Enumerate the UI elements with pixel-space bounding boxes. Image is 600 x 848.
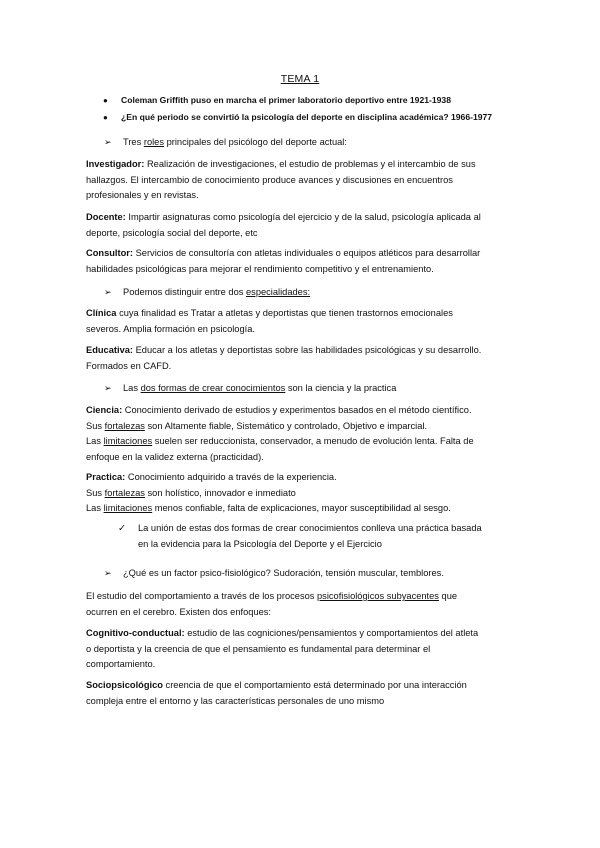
limitaciones-link: limitaciones	[103, 503, 153, 513]
text: creencia de que el comportamiento está determinado por una interacción	[162, 680, 467, 690]
union-note	[118, 521, 518, 552]
bullet-icon: ●	[103, 96, 108, 105]
text: Educar a los atletas y deportistas sobre las habilidades psicológicas y su desarrollo.	[133, 345, 482, 355]
text: Tres	[123, 137, 144, 147]
text: menos confiable, falta de explicaciones, mayor susceptibilidad al sesgo.	[152, 503, 451, 513]
text: comportamiento.	[86, 659, 156, 669]
term-cognitivo: Cognitivo-conductual:	[86, 628, 185, 638]
text: en la evidencia para la Psicología del Deporte y el Ejercicio	[138, 538, 382, 549]
paragraph-sociopsicologico	[86, 678, 526, 709]
text: Formados en CAFD.	[86, 360, 172, 371]
text: profesionales y en revistas.	[86, 190, 199, 200]
paragraph-consultor	[86, 246, 526, 277]
fortalezas-link: fortalezas	[104, 487, 145, 498]
psico-question	[104, 566, 444, 582]
bullet-list	[103, 95, 543, 129]
text: Las	[123, 383, 141, 393]
text: estudio de las cogniciones/pensamientos y comportamientos del atleta	[184, 628, 479, 638]
text: suelen ser reduccionista, conservador, a menudo de evolución lenta. Falta de	[152, 436, 474, 446]
text: Podemos distinguir entre dos	[123, 287, 246, 297]
arrow-icon: ➢	[104, 383, 112, 393]
text: que	[438, 591, 458, 601]
term-sociopsicologico: Sociopsicológico	[86, 680, 163, 690]
text: Realización de investigaciones, el estudio de problemas y el intercambio de sus	[144, 159, 476, 169]
paragraph-practica	[86, 470, 526, 517]
paragraph-investigador	[86, 157, 526, 204]
text: Conocimiento adquirido a través de la experiencia.	[125, 472, 337, 482]
list-item	[103, 112, 543, 129]
psicofisiologicos-link: psicofisiológicos subyacentes	[317, 591, 439, 601]
text: ¿Qué es un factor psico-fisiológico? Sudoración, tensión muscular, temblores.	[123, 568, 444, 578]
formas-intro	[104, 381, 396, 397]
text: Conocimiento derivado de estudios y experimentos basados en el método científico.	[122, 405, 472, 415]
text: son holístico, innovador e inmediato	[144, 487, 296, 498]
especialidades-link: especialidades:	[246, 287, 311, 297]
text: cuya finalidad es Tratar a atletas y deportistas que tienen trastornos emocionales	[116, 308, 453, 318]
arrow-icon: ➢	[104, 287, 112, 297]
term-educativa: Educativa:	[86, 345, 134, 355]
text: Sus	[86, 487, 105, 498]
text: habilidades psicológicas para mejorar el rendimiento competitivo y el entrenamiento.	[86, 263, 434, 274]
arrow-icon: ➢	[104, 137, 112, 147]
text: son la ciencia y la practica	[285, 383, 397, 393]
text: Impartir asignaturas como psicología del ejercicio y de la salud, psicología aplicada al	[125, 212, 481, 222]
term-practica: Practica:	[86, 472, 126, 482]
text: severos. Amplia formación en psicología.	[86, 323, 255, 334]
limitaciones-link: limitaciones	[103, 436, 153, 446]
fortalezas-link: fortalezas	[104, 420, 145, 431]
paragraph-estudio	[86, 589, 526, 620]
term-investigador: Investigador:	[86, 159, 145, 169]
term-docente: Docente:	[86, 212, 126, 222]
text: deporte, psicología social del deporte, etc	[86, 227, 258, 238]
text: principales del psicólogo del deporte actual:	[164, 137, 347, 147]
text: compleja entre el entorno y las características personales de uno mismo	[86, 695, 385, 706]
text: enfoque en la validez externa (practicidad).	[86, 451, 264, 462]
text: El estudio del comportamiento a través de los procesos	[86, 591, 317, 601]
text: Sus	[86, 420, 105, 431]
term-ciencia: Ciencia:	[86, 405, 123, 415]
roles-link: roles	[143, 137, 164, 147]
arrow-icon: ➢	[104, 568, 112, 578]
paragraph-ciencia	[86, 403, 526, 465]
text: Servicios de consultoría con atletas individuales o equipos atléticos para desarrollar	[133, 248, 481, 258]
paragraph-educativa	[86, 343, 526, 374]
especialidades-intro	[104, 285, 310, 301]
paragraph-clinica	[86, 306, 526, 337]
page-title: TEMA 1	[280, 73, 320, 85]
formas-link: dos formas de crear conocimientos	[140, 383, 286, 393]
text: son Altamente fiable, Sistemático y controlado, Objetivo e imparcial.	[144, 420, 428, 431]
text: Las	[86, 436, 104, 446]
checkmark-icon: ✓	[118, 523, 126, 533]
paragraph-cognitivo	[86, 626, 526, 673]
paragraph-docente	[86, 210, 526, 241]
text: o deportista y la creencia de que el pensamiento es fundamental para determinar el	[86, 643, 431, 654]
bullet-text: Coleman Griffith puso en marcha el primer laboratorio deportivo entre 1921-1938	[121, 95, 451, 105]
term-clinica: Clínica	[86, 308, 117, 318]
text: ocurren en el cerebro. Existen dos enfoques:	[86, 606, 272, 617]
term-consultor: Consultor:	[86, 248, 133, 258]
text: hallazgos. El intercambio de conocimiento produce avances y discusiones en encuentros	[86, 174, 453, 185]
bullet-icon: ●	[103, 113, 108, 122]
bullet-text: ¿En qué periodo se convirtió la psicología del deporte en disciplina académica? 1966-1977	[121, 112, 493, 122]
text: La unión de estas dos formas de crear conocimientos conlleva una práctica basada	[138, 523, 482, 533]
text: Las	[86, 503, 104, 513]
list-item	[103, 95, 543, 112]
roles-intro	[104, 135, 347, 151]
